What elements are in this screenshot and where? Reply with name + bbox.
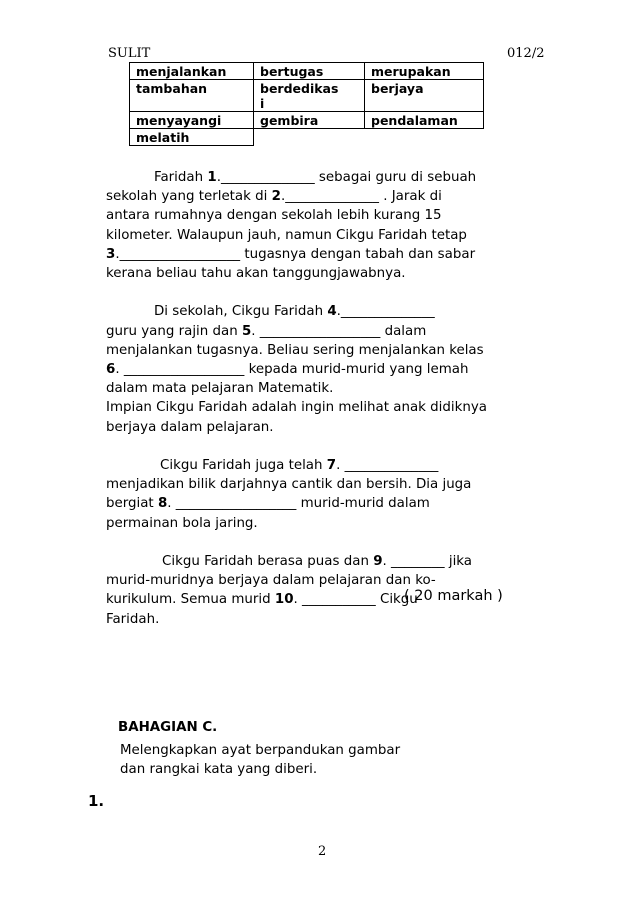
answer-blank[interactable]: . __________________ kepada murid-murid yang lemah: [115, 362, 469, 378]
answer-blank[interactable]: . __________________ murid-murid dalam: [167, 496, 430, 512]
passage-line: [106, 322, 546, 341]
answer-blank[interactable]: . __________________ dalam: [251, 323, 427, 339]
text: Di sekolah, Cikgu Faridah: [154, 304, 328, 320]
blank-number: 2: [271, 189, 281, 205]
empty-cell: [365, 129, 484, 146]
passage-line: [106, 187, 546, 206]
answer-blank[interactable]: .______________: [336, 304, 435, 320]
table-row: [130, 80, 484, 112]
passage-line: berjaya dalam pelajaran.: [106, 419, 274, 435]
answer-blank[interactable]: .______________ . Jarak di: [280, 189, 442, 205]
answer-blank[interactable]: .______________ sebagai guru di sebuah: [216, 170, 477, 185]
passage-line: menjadikan bilik darjahnya cantik dan bersih. Dia juga: [106, 477, 472, 493]
passage-line: menjalankan tugasnya. Beliau sering menjalankan kelas: [106, 342, 484, 358]
table-row: [130, 112, 484, 129]
passage-line: [106, 302, 546, 321]
table-row: [130, 129, 484, 146]
word-cell: merupakan: [365, 63, 484, 80]
instruction-line: Melengkapkan ayat berpandukan gambar: [120, 743, 401, 758]
table-row: [130, 63, 484, 80]
word-cell: menjalankan: [130, 63, 254, 80]
word-cell: gembira: [254, 112, 365, 129]
text: Cikgu Faridah juga telah: [160, 458, 327, 474]
answer-blank[interactable]: . ________ jika: [382, 554, 473, 570]
passage-line: [106, 245, 546, 264]
blank-number: 10: [274, 592, 294, 608]
answer-blank[interactable]: .__________________ tugasnya dengan tabah dan sabar: [115, 246, 476, 262]
text: guru yang rajin dan: [106, 323, 242, 339]
passage-line: [106, 456, 546, 475]
text: sekolah yang terletak di: [106, 189, 272, 205]
text: Cikgu Faridah berasa puas dan: [162, 554, 374, 570]
passage-line: murid-muridnya berjaya dalam pelajaran dan ko-: [106, 573, 436, 589]
word-cell: bertugas: [254, 63, 365, 80]
header-paper-code: 012/2: [507, 46, 545, 61]
answer-blank[interactable]: . ___________ Cikgu: [293, 592, 418, 608]
word-bank-table: [129, 62, 484, 146]
blank-number: 6: [106, 362, 116, 378]
header-confidential: SULIT: [108, 46, 151, 61]
section-c-instruction: [120, 741, 400, 779]
word-cell: berdedikas i: [254, 80, 365, 112]
passage-line: permainan bola jaring.: [106, 515, 258, 531]
blank-number: 4: [327, 304, 337, 320]
blank-number: 8: [157, 496, 168, 512]
blank-number: 5: [241, 323, 252, 339]
passage-line: [106, 360, 546, 379]
passage-line: [106, 168, 546, 187]
passage-line: kerana beliau tahu akan tanggungjawabnya.: [106, 266, 406, 282]
passage-line: Faridah.: [106, 611, 160, 627]
word-cell: melatih: [130, 129, 254, 146]
answer-blank[interactable]: . ______________: [336, 458, 439, 474]
marks-label: ( 20 markah ): [404, 588, 503, 604]
cloze-passage: [106, 168, 546, 629]
word-cell: tambahan: [130, 80, 254, 112]
text: Faridah: [154, 170, 208, 185]
instruction-line: dan rangkai kata yang diberi.: [120, 762, 318, 777]
passage-line: Impian Cikgu Faridah adalah ingin melihat anak didiknya: [106, 400, 487, 416]
empty-cell: [254, 129, 365, 146]
text: bergiat: [106, 496, 158, 512]
blank-number: 3: [106, 246, 116, 262]
blank-number: 7: [326, 458, 337, 474]
passage-line: [106, 494, 546, 513]
word-cell: menyayangi: [130, 112, 254, 129]
passage-line: [106, 552, 546, 571]
passage-line: dalam mata pelajaran Matematik.: [106, 381, 334, 397]
word-cell: berjaya: [365, 80, 484, 112]
blank-number: 1: [207, 170, 217, 185]
question-number: 1.: [88, 792, 105, 810]
passage-line: antara rumahnya dengan sekolah lebih kurang 15: [106, 208, 442, 224]
blank-number: 9: [373, 554, 383, 570]
page-number: 2: [318, 844, 327, 859]
word-cell: pendalaman: [365, 112, 484, 129]
text: kurikulum. Semua murid: [106, 592, 275, 608]
passage-line: kilometer. Walaupun jauh, namun Cikgu Faridah tetap: [106, 227, 467, 243]
section-c-title: BAHAGIAN C.: [118, 720, 218, 735]
